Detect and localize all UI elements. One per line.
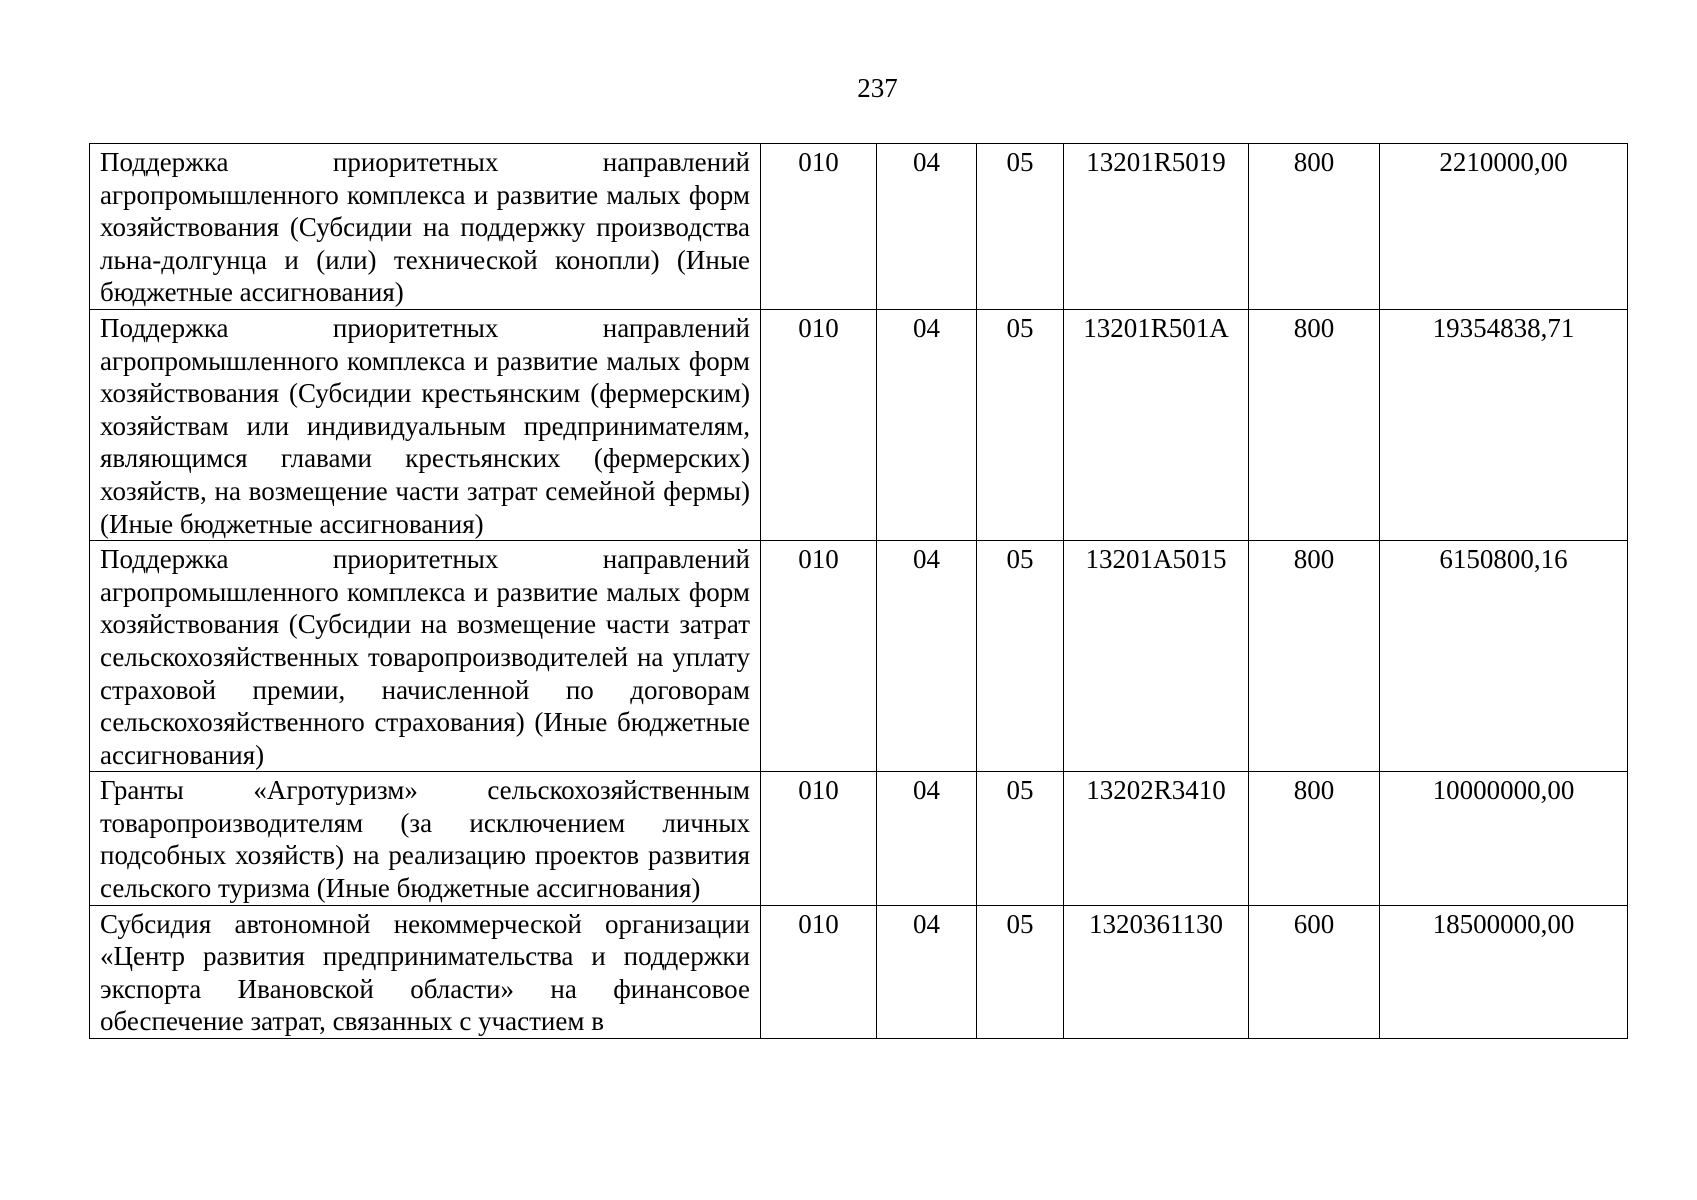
table-row: [90, 905, 1628, 1038]
amount-value: 18500000,00: [1380, 905, 1628, 1038]
section-code: 04: [877, 309, 977, 540]
row-description: Субсидия автономной некоммерческой организации «Центр развития предпринимательства и поддержки экспорта Ивановской области» на финансовое обеспечение затрат, связанных с участием в: [90, 905, 761, 1038]
amount-value: 19354838,71: [1380, 309, 1628, 540]
subsection-code: 05: [977, 309, 1064, 540]
section-code: 04: [877, 772, 977, 905]
amount-value: 10000000,00: [1380, 772, 1628, 905]
expense-type-code: 800: [1249, 772, 1380, 905]
ministry-code: 010: [761, 541, 877, 772]
expense-type-code: 800: [1249, 541, 1380, 772]
ministry-code: 010: [761, 309, 877, 540]
row-description: Гранты «Агротуризм» сельскохозяйственным товаропроизводителям (за исключением личных подсобных хозяйств) на реализацию проектов развития сельского туризма (Иные бюджетные ассигнования): [90, 772, 761, 905]
target-article-code: 13201R5019: [1064, 144, 1249, 310]
subsection-code: 05: [977, 772, 1064, 905]
row-description: Поддержка приоритетных направлений агропромышленного комплекса и развитие малых форм хозяйствования (Субсидии крестьянским (фермерским) хозяйствам или индивидуальным предпринимателям, являющимся главами крестьянских (фермерских) хозяйств, на возмещение части затрат семейной фермы) (Иные бюджетные ассигнования): [90, 309, 761, 540]
page-number: 237: [857, 73, 898, 103]
table-row: [90, 309, 1628, 540]
subsection-code: 05: [977, 541, 1064, 772]
target-article-code: 1320361130: [1064, 905, 1249, 1038]
amount-value: 2210000,00: [1380, 144, 1628, 310]
table-row: [90, 144, 1628, 310]
expense-type-code: 800: [1249, 144, 1380, 310]
budget-allocation-table: [89, 143, 1628, 1039]
expense-type-code: 800: [1249, 309, 1380, 540]
subsection-code: 05: [977, 905, 1064, 1038]
ministry-code: 010: [761, 144, 877, 310]
table-row: [90, 772, 1628, 905]
target-article-code: 13202R3410: [1064, 772, 1249, 905]
row-description: Поддержка приоритетных направлений агропромышленного комплекса и развитие малых форм хозяйствования (Субсидии на поддержку производства льна-долгунца и (или) технической конопли) (Иные бюджетные ассигнования): [90, 144, 761, 310]
section-code: 04: [877, 905, 977, 1038]
row-description: Поддержка приоритетных направлений агропромышленного комплекса и развитие малых форм хозяйствования (Субсидии на возмещение части затрат сельскохозяйственных товаропроизводителей на уплату страховой премии, начисленной по договорам сельскохозяйственного страхования) (Иные бюджетные ассигнования): [90, 541, 761, 772]
expense-type-code: 600: [1249, 905, 1380, 1038]
amount-value: 6150800,16: [1380, 541, 1628, 772]
subsection-code: 05: [977, 144, 1064, 310]
target-article-code: 13201R501A: [1064, 309, 1249, 540]
target-article-code: 13201A5015: [1064, 541, 1249, 772]
ministry-code: 010: [761, 772, 877, 905]
section-code: 04: [877, 541, 977, 772]
table-row: [90, 541, 1628, 772]
ministry-code: 010: [761, 905, 877, 1038]
section-code: 04: [877, 144, 977, 310]
